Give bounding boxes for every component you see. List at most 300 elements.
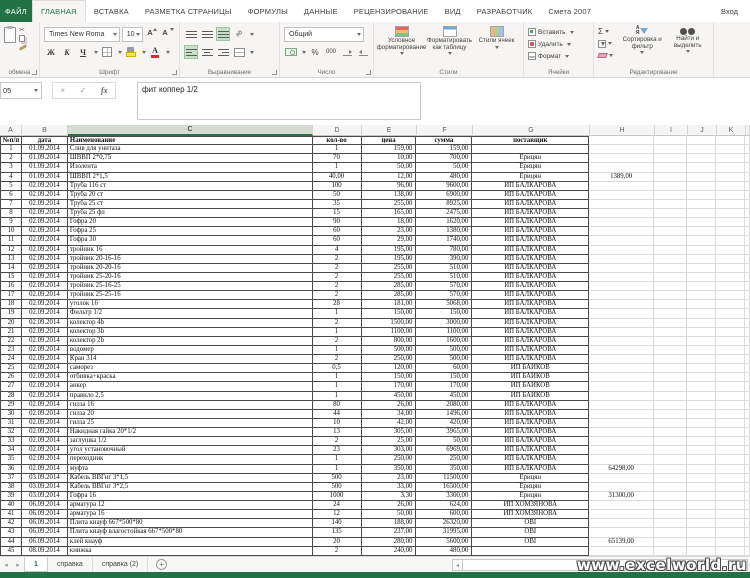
accounting-format-button[interactable] [284, 45, 298, 59]
ribbon-tab[interactable]: ФОРМУЛЫ [247, 6, 288, 16]
cell[interactable] [589, 264, 654, 273]
cell[interactable] [716, 154, 745, 163]
cell[interactable]: 480,00 [416, 173, 472, 182]
cell[interactable]: 28 [0, 392, 22, 401]
cell[interactable]: Изолента [68, 163, 313, 172]
cell[interactable] [589, 291, 654, 300]
cell[interactable] [589, 163, 654, 172]
cell[interactable] [654, 510, 687, 519]
shrink-font-button[interactable] [161, 27, 175, 41]
cell[interactable]: 1500,00 [362, 319, 417, 328]
cell[interactable] [589, 355, 654, 364]
cell[interactable] [687, 501, 716, 510]
cell[interactable] [745, 373, 750, 382]
cell[interactable] [745, 319, 750, 328]
cell[interactable] [745, 255, 750, 264]
cell[interactable]: 35 [0, 455, 22, 464]
cell[interactable]: 8925,00 [416, 200, 472, 209]
cell[interactable]: 3300,00 [416, 492, 472, 501]
cell[interactable] [589, 227, 654, 236]
cell[interactable]: тройник 20-16-16 [68, 255, 313, 264]
cell[interactable]: 450,00 [362, 392, 417, 401]
cell[interactable]: 1 [313, 309, 362, 318]
cell[interactable] [687, 437, 716, 446]
column-header-e[interactable]: E [362, 125, 417, 136]
cell[interactable]: отбивка+краска [68, 373, 313, 382]
cell[interactable]: 38 [0, 483, 22, 492]
cell[interactable]: 64298,00 [589, 465, 654, 474]
cell[interactable]: 15 [313, 209, 362, 218]
cell[interactable] [716, 209, 745, 218]
cell[interactable] [687, 455, 716, 464]
delete-cells-button[interactable] [528, 38, 589, 50]
chevron-down-icon[interactable] [250, 33, 254, 36]
chevron-down-icon[interactable] [302, 51, 306, 54]
cell[interactable] [745, 246, 750, 255]
cell[interactable]: 188,00 [362, 519, 417, 528]
cell[interactable] [654, 218, 687, 227]
cell[interactable]: Ерицян [472, 492, 589, 501]
cell[interactable]: OBI [472, 519, 589, 528]
cell[interactable] [716, 191, 745, 200]
cell[interactable] [654, 519, 687, 528]
cell[interactable] [716, 246, 745, 255]
cell[interactable]: 33 [0, 437, 22, 446]
cell[interactable] [745, 154, 750, 163]
cell[interactable] [654, 200, 687, 209]
cell[interactable]: 02.09.2014 [22, 236, 68, 245]
cell[interactable] [745, 437, 750, 446]
cell[interactable]: 2 [313, 337, 362, 346]
cell[interactable]: 02.09.2014 [22, 291, 68, 300]
cell[interactable] [716, 373, 745, 382]
cell[interactable] [745, 483, 750, 492]
cell[interactable]: 02.09.2014 [22, 209, 68, 218]
cell[interactable]: клей кнауф [68, 538, 313, 547]
cell[interactable] [716, 547, 745, 556]
cell[interactable]: 60 [313, 227, 362, 236]
cell[interactable] [589, 218, 654, 227]
cell[interactable] [745, 401, 750, 410]
cell[interactable]: 10,00 [362, 154, 417, 163]
cell[interactable] [745, 273, 750, 282]
dialog-launcher-icon[interactable] [172, 70, 177, 75]
grow-font-button[interactable] [145, 27, 159, 41]
cell[interactable]: 01.09.2014 [22, 145, 68, 154]
cell[interactable]: 02.09.2014 [22, 309, 68, 318]
bold-button[interactable]: Ж [47, 47, 55, 57]
cell[interactable] [687, 309, 716, 318]
cell[interactable]: 9 [0, 218, 22, 227]
cell[interactable]: 02.09.2014 [22, 382, 68, 391]
cell[interactable] [654, 492, 687, 501]
cell[interactable]: ИП БАЛКАРОВА [472, 337, 589, 346]
scroll-left-icon[interactable]: ◂ [452, 559, 463, 571]
cell[interactable] [654, 337, 687, 346]
cell[interactable] [745, 510, 750, 519]
cell[interactable]: 65139,00 [589, 538, 654, 547]
cell[interactable] [745, 538, 750, 547]
cell[interactable] [654, 501, 687, 510]
cell[interactable] [687, 227, 716, 236]
column-header-c[interactable]: C [68, 125, 313, 136]
cell[interactable]: ИП БАЛКАРОВА [472, 410, 589, 419]
cell[interactable]: 250,00 [362, 455, 417, 464]
cell[interactable] [589, 273, 654, 282]
cell[interactable]: 2 [313, 264, 362, 273]
chevron-down-icon[interactable] [166, 51, 170, 54]
column-header-f[interactable]: F [417, 125, 473, 136]
cell[interactable]: 500,00 [362, 346, 417, 355]
percent-button[interactable]: % [311, 47, 319, 57]
cell[interactable] [654, 437, 687, 446]
ribbon-tab[interactable]: РЕЦЕНЗИРОВАНИЕ [353, 6, 429, 16]
cell[interactable]: 1 [313, 145, 362, 154]
name-box[interactable] [0, 82, 42, 99]
cell[interactable]: тройник 25-16-25 [68, 282, 313, 291]
cell[interactable]: 20 [0, 319, 22, 328]
cell[interactable]: 570,00 [416, 282, 472, 291]
cell[interactable]: 5068,00 [416, 300, 472, 309]
cell[interactable] [687, 364, 716, 373]
cell[interactable] [745, 501, 750, 510]
cell[interactable]: 02.09.2014 [22, 346, 68, 355]
cell[interactable] [589, 419, 654, 428]
cell[interactable] [654, 528, 687, 537]
cell[interactable] [716, 255, 745, 264]
cell[interactable]: 02.09.2014 [22, 410, 68, 419]
cell[interactable] [716, 492, 745, 501]
cell[interactable] [745, 419, 750, 428]
cell[interactable]: 02.09.2014 [22, 465, 68, 474]
cell[interactable]: 420,00 [416, 419, 472, 428]
cell[interactable] [716, 264, 745, 273]
cell[interactable]: ИП БАЛКАРОВА [472, 419, 589, 428]
cell[interactable]: 3,30 [362, 492, 417, 501]
cell[interactable]: 60,00 [416, 364, 472, 373]
italic-button[interactable]: К [64, 47, 70, 57]
cell[interactable] [654, 328, 687, 337]
cell[interactable]: 240,00 [362, 547, 417, 556]
cell[interactable]: 120,00 [362, 364, 417, 373]
align-left-button[interactable] [184, 45, 198, 59]
cell[interactable]: 1 [313, 455, 362, 464]
comma-style-button[interactable]: 000 [325, 49, 336, 55]
cell[interactable]: сумма [416, 136, 472, 145]
cell[interactable]: 2 [313, 437, 362, 446]
cell[interactable]: 170,00 [362, 382, 417, 391]
cell[interactable] [654, 309, 687, 318]
cell[interactable]: 43 [0, 528, 22, 537]
align-middle-button[interactable] [200, 27, 214, 41]
cell[interactable] [589, 474, 654, 483]
cell[interactable]: 6900,00 [416, 191, 472, 200]
cell[interactable] [589, 519, 654, 528]
cell[interactable] [654, 227, 687, 236]
cell[interactable]: 02.09.2014 [22, 319, 68, 328]
cell[interactable]: 01.09.2014 [22, 173, 68, 182]
cell[interactable]: 2 [313, 273, 362, 282]
cell[interactable] [716, 200, 745, 209]
cell[interactable]: 06.09.2014 [22, 528, 68, 537]
cell[interactable] [654, 401, 687, 410]
column-header[interactable] [746, 125, 750, 136]
cell[interactable]: ИП БАЛКАРОВА [472, 227, 589, 236]
cell[interactable] [589, 392, 654, 401]
cell[interactable]: Фильтр 1/2 [68, 309, 313, 318]
sheet-tab[interactable]: 1 [24, 557, 48, 572]
align-right-button[interactable] [216, 45, 230, 59]
cell[interactable] [745, 392, 750, 401]
cell[interactable]: 31300,00 [589, 492, 654, 501]
cell[interactable] [589, 373, 654, 382]
cell[interactable] [687, 163, 716, 172]
cell[interactable]: угол установочный [68, 446, 313, 455]
cell[interactable]: ИП БАЛКАРОВА [472, 428, 589, 437]
cell[interactable]: 02.09.2014 [22, 255, 68, 264]
cell[interactable]: ИП БАЛКАРОВА [472, 346, 589, 355]
cell[interactable] [687, 410, 716, 419]
format-painter-button[interactable] [19, 43, 27, 52]
sheet-nav-left-icon[interactable]: ◂ [4, 561, 8, 569]
formula-input[interactable] [137, 82, 421, 120]
cell[interactable] [654, 382, 687, 391]
cell[interactable] [654, 145, 687, 154]
cell[interactable]: 22 [0, 337, 22, 346]
cell[interactable] [716, 538, 745, 547]
cell[interactable] [687, 154, 716, 163]
cell[interactable]: 29,00 [362, 236, 417, 245]
cell[interactable] [687, 428, 716, 437]
fill-button[interactable] [598, 38, 618, 49]
cell[interactable]: 3 [0, 163, 22, 172]
cell[interactable]: 06.09.2014 [22, 519, 68, 528]
cell[interactable]: 350,00 [362, 465, 417, 474]
cell[interactable]: анкер [68, 382, 313, 391]
cell[interactable]: OBI [472, 538, 589, 547]
cell[interactable] [745, 145, 750, 154]
decrease-decimal-button[interactable] [356, 45, 370, 59]
cell[interactable]: 96,00 [362, 182, 417, 191]
cell[interactable] [687, 547, 716, 556]
cell[interactable]: 02.09.2014 [22, 264, 68, 273]
cell[interactable]: 36 [0, 465, 22, 474]
cell[interactable]: Труба 25 фл [68, 209, 313, 218]
cell[interactable] [745, 236, 750, 245]
find-select-button[interactable] [666, 26, 709, 66]
cell[interactable]: 28 [313, 300, 362, 309]
cell[interactable]: Ерицян [472, 173, 589, 182]
cell[interactable]: 01.09.2014 [22, 163, 68, 172]
cell[interactable]: 02.09.2014 [22, 246, 68, 255]
sheet-nav-right-icon[interactable]: ▸ [16, 561, 20, 569]
cell[interactable] [654, 410, 687, 419]
cell[interactable] [716, 309, 745, 318]
column-header-k[interactable]: K [717, 125, 746, 136]
cell[interactable] [589, 446, 654, 455]
cell[interactable]: 02.09.2014 [22, 337, 68, 346]
cell[interactable] [654, 483, 687, 492]
cell[interactable] [589, 145, 654, 154]
cell[interactable] [589, 209, 654, 218]
cell[interactable]: ИП БАЛКАРОВА [472, 264, 589, 273]
cell[interactable] [654, 236, 687, 245]
conditional-formatting-button[interactable] [378, 26, 425, 66]
cell[interactable] [589, 319, 654, 328]
cell[interactable] [654, 319, 687, 328]
cell[interactable] [687, 319, 716, 328]
cell[interactable]: 305,00 [362, 428, 417, 437]
cell[interactable]: Плита кнауф 667*500*80 [68, 519, 313, 528]
cell[interactable]: 138,00 [362, 191, 417, 200]
cell[interactable]: 50,00 [362, 163, 417, 172]
cell[interactable] [745, 446, 750, 455]
cell[interactable]: Гофра 20 [68, 218, 313, 227]
cell[interactable]: 4 [0, 173, 22, 182]
cell[interactable] [654, 246, 687, 255]
cell[interactable] [745, 474, 750, 483]
cell[interactable]: 2 [313, 255, 362, 264]
cell[interactable]: 150,00 [416, 373, 472, 382]
cell[interactable]: 16500,00 [416, 483, 472, 492]
cell[interactable]: Гофра 25 [68, 227, 313, 236]
cell[interactable]: 2 [313, 355, 362, 364]
cell[interactable]: ИП БАЛКАРОВА [472, 191, 589, 200]
cell[interactable]: 1100,00 [416, 328, 472, 337]
cell[interactable]: 12 [0, 246, 22, 255]
cell[interactable] [716, 519, 745, 528]
cell[interactable]: ИП БАЛКАРОВА [472, 246, 589, 255]
cell[interactable]: 500,00 [416, 355, 472, 364]
cell[interactable]: ИП ХОМЗЯНОВА [472, 510, 589, 519]
cell[interactable]: 7 [0, 200, 22, 209]
cell[interactable]: 25,00 [362, 437, 417, 446]
cell[interactable] [589, 528, 654, 537]
cell[interactable]: ИП БАЛКАРОВА [472, 319, 589, 328]
cell[interactable]: ИП БАЙКОВ [472, 382, 589, 391]
cell[interactable] [654, 209, 687, 218]
cell[interactable]: 250,00 [362, 355, 417, 364]
cell[interactable] [745, 173, 750, 182]
new-sheet-button[interactable]: + [156, 559, 167, 570]
cell[interactable]: 1 [0, 145, 22, 154]
cell[interactable] [589, 547, 654, 556]
cell[interactable] [687, 209, 716, 218]
number-format-select[interactable] [284, 27, 364, 42]
cell[interactable]: уголок 16 [68, 300, 313, 309]
cell[interactable]: 26320,00 [416, 519, 472, 528]
paste-button[interactable] [4, 25, 16, 52]
cell[interactable]: 150,00 [362, 309, 417, 318]
cell[interactable] [745, 346, 750, 355]
cell[interactable] [687, 355, 716, 364]
cell[interactable]: 24 [313, 501, 362, 510]
cell[interactable]: заглушка 1/2 [68, 437, 313, 446]
cell[interactable]: 6969,00 [416, 446, 472, 455]
autosum-button[interactable] [598, 26, 618, 37]
cell[interactable] [745, 227, 750, 236]
cell[interactable] [716, 483, 745, 492]
cell[interactable]: 34,00 [362, 410, 417, 419]
chevron-down-icon[interactable] [142, 51, 146, 54]
cell[interactable] [716, 474, 745, 483]
cell[interactable] [745, 300, 750, 309]
cell[interactable]: 03.09.2014 [22, 483, 68, 492]
cell[interactable]: 17 [0, 291, 22, 300]
cancel-icon[interactable]: × [60, 86, 65, 95]
cell[interactable]: 03.09.2014 [22, 474, 68, 483]
cell[interactable] [687, 182, 716, 191]
orientation-button[interactable] [232, 27, 246, 41]
column-header-h[interactable]: H [590, 125, 655, 136]
cell[interactable] [745, 519, 750, 528]
cell[interactable]: 50,00 [362, 510, 417, 519]
cell[interactable]: 780,00 [416, 246, 472, 255]
cell[interactable] [745, 364, 750, 373]
cell[interactable]: ИП БАЙКОВ [472, 392, 589, 401]
cell[interactable] [716, 528, 745, 537]
cell[interactable] [745, 328, 750, 337]
cell[interactable]: 285,00 [362, 282, 417, 291]
cell[interactable]: тройник 25-25-16 [68, 291, 313, 300]
cell[interactable]: ИП БАЛКАРОВА [472, 291, 589, 300]
cell[interactable] [654, 446, 687, 455]
cell[interactable]: Гофра 16 [68, 492, 313, 501]
cell[interactable]: гилза 20 [68, 410, 313, 419]
cell[interactable]: Труба 25 ст [68, 200, 313, 209]
cell[interactable] [716, 401, 745, 410]
cell[interactable]: 480,00 [416, 547, 472, 556]
cell[interactable]: 50 [313, 191, 362, 200]
cell[interactable] [745, 282, 750, 291]
column-header-g[interactable]: G [473, 125, 590, 136]
cell[interactable]: 20 [313, 538, 362, 547]
cell[interactable] [654, 355, 687, 364]
cell[interactable] [745, 410, 750, 419]
cell[interactable] [687, 191, 716, 200]
cell[interactable]: 1000 [313, 492, 362, 501]
cell[interactable]: ИП БАЛКАРОВА [472, 255, 589, 264]
cell[interactable] [716, 419, 745, 428]
cell[interactable] [716, 392, 745, 401]
column-header-j[interactable]: J [688, 125, 717, 136]
cell[interactable] [589, 236, 654, 245]
cell[interactable]: 80 [313, 401, 362, 410]
cell[interactable] [589, 410, 654, 419]
align-center-button[interactable] [200, 45, 214, 59]
cell[interactable] [745, 182, 750, 191]
enter-icon[interactable]: ✓ [79, 86, 87, 95]
cell[interactable] [589, 182, 654, 191]
cell[interactable]: 165,00 [362, 209, 417, 218]
cell[interactable] [589, 428, 654, 437]
cell[interactable]: 90 [313, 218, 362, 227]
cell[interactable]: 23,00 [362, 227, 417, 236]
cell[interactable]: 02.09.2014 [22, 200, 68, 209]
cell[interactable]: ИП БАЛКАРОВА [472, 355, 589, 364]
cell[interactable] [745, 309, 750, 318]
cell[interactable]: 11500,00 [416, 474, 472, 483]
cell[interactable]: 60 [313, 236, 362, 245]
cell[interactable] [745, 209, 750, 218]
cell[interactable]: Плита кнауф влагостойкая 667*500*80 [68, 528, 313, 537]
cell[interactable]: саморез [68, 364, 313, 373]
cell[interactable]: 170,00 [416, 382, 472, 391]
cell[interactable]: 1 [313, 392, 362, 401]
cell[interactable]: 23,00 [362, 474, 417, 483]
cell[interactable] [654, 291, 687, 300]
cell[interactable]: 4 [313, 246, 362, 255]
